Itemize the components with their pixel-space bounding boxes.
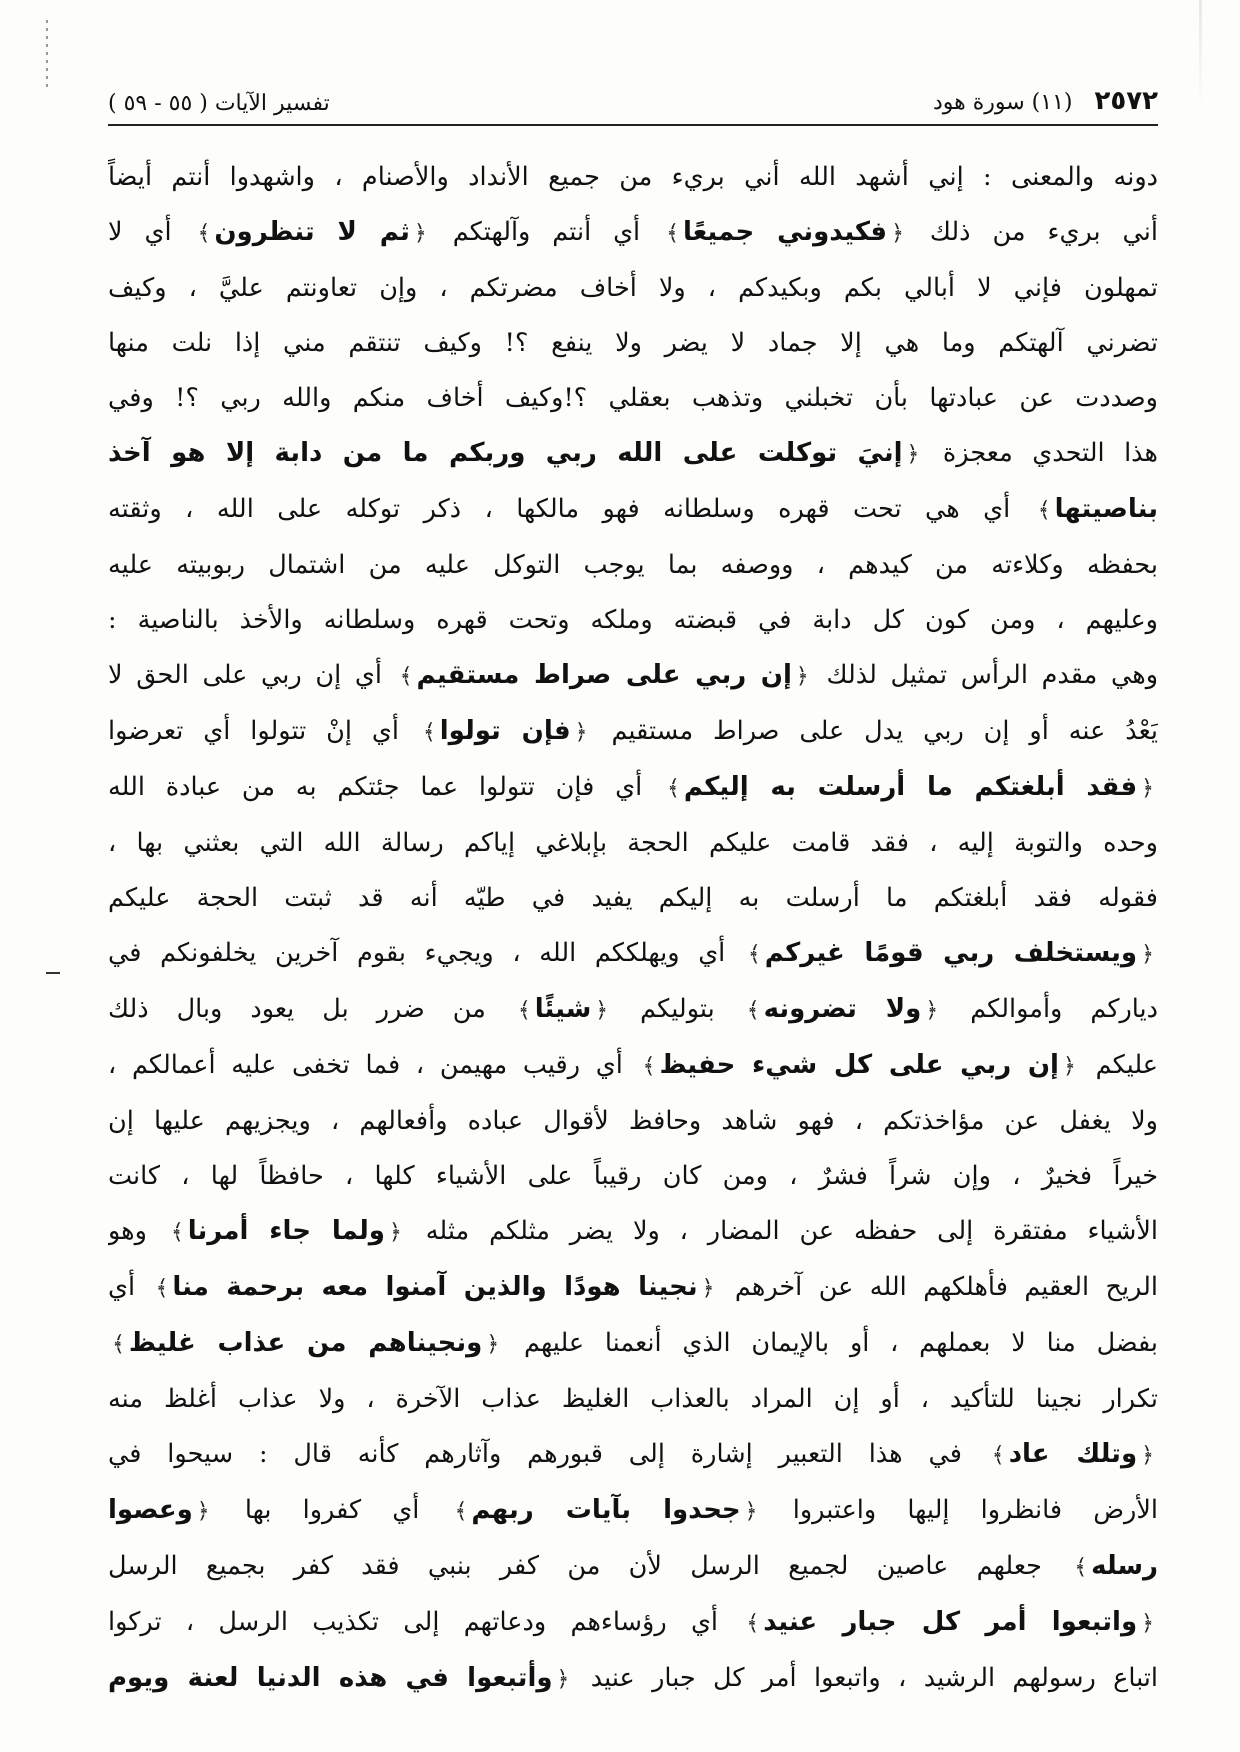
verse-open-bracket: ﴿ (388, 1220, 402, 1245)
text-line (108, 1316, 1158, 1372)
verse-open-bracket: ﴿ (574, 720, 588, 745)
text-line (108, 648, 1158, 704)
quran-verse-text: شيئًا (534, 994, 592, 1024)
commentary-text: أي رؤساءهم ودعاتهم إلى تكذيب الرسل ، تركوا (108, 1607, 743, 1637)
text-line (108, 1204, 1158, 1260)
verse-close-bracket: ﴾ (1074, 1555, 1088, 1580)
verse-close-bracket: ﴾ (454, 1499, 468, 1524)
text-line (108, 1372, 1158, 1427)
quran-verse-text: واتبعوا أمر كل جبار عنيد (763, 1607, 1138, 1637)
commentary-text: الأرض فانظروا إليها واعتبروا (761, 1495, 1158, 1525)
commentary-text: أي فإن تتولوا عما جئتكم به من عبادة الله (108, 772, 663, 802)
quran-verse-text: رسله (1091, 1551, 1158, 1581)
commentary-text: الأشياء مفتقرة إلى حفظه عن المضار ، ولا يضر مثلكم مثله (405, 1216, 1158, 1246)
text-line (108, 482, 1158, 538)
quran-verse-text: نجينا هودًا والذين آمنوا معه برحمة منا (172, 1272, 698, 1302)
quran-verse-text: وأتبعوا في هذه الدنيا لعنة ويوم (108, 1663, 553, 1693)
verse-open-bracket: ﴿ (1141, 776, 1154, 801)
text-line (108, 150, 1158, 205)
verse-close-bracket: ﴾ (399, 664, 413, 689)
commentary-text: يَعْدُ عنه أو إن ربي يدل على صراط مستقيم (591, 716, 1158, 746)
commentary-text: أني بريء من ذلك (907, 217, 1158, 247)
text-line (108, 871, 1158, 926)
commentary-text: أي لا (108, 217, 194, 247)
verse-close-bracket: ﴾ (197, 221, 211, 246)
verse-open-bracket: ﴿ (744, 1499, 758, 1524)
text-line (108, 1260, 1158, 1316)
text-line (108, 1595, 1158, 1651)
commentary-text: دياركم وأموالكم (942, 994, 1158, 1024)
scan-edge-artifact (46, 20, 48, 90)
verse-close-bracket: ﴾ (666, 221, 679, 246)
verse-open-bracket: ﴿ (925, 998, 939, 1023)
verse-open-bracket: ﴿ (1141, 1611, 1154, 1636)
text-line (108, 1483, 1158, 1539)
verse-open-bracket: ﴿ (556, 1667, 570, 1692)
text-line (108, 593, 1158, 648)
quran-verse-text: وعصوا (108, 1495, 193, 1525)
commentary-text: أي رقيب مهيمن ، فما تخفى عليه أعمالكم ، (108, 1050, 639, 1080)
commentary-text: في هذا التعبير إشارة إلى قبورهم وآثارهم كأنه قال : سيحوا في (108, 1439, 988, 1469)
commentary-text: أي ويهلككم الله ، ويجيء بقوم آخرين يخلفونكم في (108, 938, 744, 968)
commentary-text: تضرني آلهتكم وما هي إلا جماد لا يضر ولا ينفع ؟! وكيف تنتقم مني إذا نلت منها (108, 328, 1158, 358)
quran-verse-text: جحدوا بآيات ربهم (471, 1495, 741, 1525)
text-line (108, 1149, 1158, 1204)
section-label: تفسير الآيات ( ٥٥ - ٥٩ ) (108, 91, 330, 116)
verse-close-bracket: ﴾ (991, 1443, 1005, 1468)
commentary-text: من ضرر بل يعود وبال ذلك (108, 994, 514, 1024)
commentary-text: أي إنْ تتولوا أي تعرضوا (108, 716, 419, 746)
verse-close-bracket: ﴾ (422, 720, 436, 745)
text-line (108, 261, 1158, 316)
verse-open-bracket: ﴿ (486, 1332, 500, 1357)
text-line (108, 1038, 1158, 1094)
verse-open-bracket: ﴿ (701, 1276, 715, 1301)
text-line (108, 1539, 1158, 1595)
quran-verse-text: بناصيتها (1054, 494, 1158, 524)
verse-close-bracket: ﴾ (666, 776, 680, 801)
verse-open-bracket: ﴿ (1141, 1443, 1154, 1468)
text-line (108, 1427, 1158, 1483)
verse-open-bracket: ﴿ (906, 442, 920, 467)
verse-open-bracket: ﴿ (196, 1499, 210, 1524)
quran-verse-text: إن ربي على كل شيء حفيظ (659, 1050, 1059, 1080)
verse-close-bracket: ﴾ (747, 942, 761, 967)
quran-verse-text: فقد أبلغتكم ما أرسلت به إليكم (683, 772, 1138, 802)
verse-open-bracket: ﴿ (1062, 1054, 1076, 1079)
verse-open-bracket: ﴿ (595, 998, 609, 1023)
commentary-text: وصددت عن عبادتها بأن تخبلني وتذهب بعقلي ؟!وكيف أخاف منكم والله ربي ؟! وفي (108, 383, 1158, 413)
text-line (108, 538, 1158, 593)
text-line (108, 704, 1158, 760)
commentary-text: وحده والتوبة إليه ، فقد قامت عليكم الحجة بإبلاغي إياكم رسالة الله التي بعثني بها ، (108, 828, 1158, 858)
verse-close-bracket: ﴾ (112, 1332, 125, 1357)
commentary-text: أي كفروا بها (213, 1495, 451, 1525)
quran-verse-text: إن ربي على صراط مستقيم (416, 660, 792, 690)
text-line (108, 816, 1158, 871)
commentary-text: عليكم (1079, 1050, 1158, 1080)
verse-close-bracket: ﴾ (746, 1611, 760, 1636)
tafsir-body-text (108, 150, 1158, 1707)
text-line (108, 926, 1158, 982)
text-line (108, 371, 1158, 426)
verse-close-bracket: ﴾ (1037, 498, 1051, 523)
verse-open-bracket: ﴿ (413, 221, 427, 246)
text-line (108, 760, 1158, 816)
verse-close-bracket: ﴾ (170, 1220, 184, 1245)
verse-close-bracket: ﴾ (642, 1054, 656, 1079)
quran-verse-text: فكيدوني جميعًا (682, 217, 888, 247)
quran-verse-text: فإن تولوا (439, 716, 571, 746)
quran-verse-text: ويستخلف ربي قومًا غيركم (764, 938, 1138, 968)
commentary-text: بحفظه وكلاءته من كيدهم ، ووصفه بما يوجب التوكل عليه من اشتمال ربوبيته عليه (108, 550, 1158, 580)
running-header (108, 72, 1158, 126)
commentary-text: بتوليكم (612, 994, 743, 1024)
surah-label: (١١) سورة هود (932, 90, 1073, 115)
text-line (108, 1094, 1158, 1149)
commentary-text: وهي مقدم الرأس تمثيل لذلك (812, 660, 1158, 690)
verse-open-bracket: ﴿ (891, 221, 904, 246)
commentary-text: تمهلون فإني لا أبالي بكم وبكيدكم ، ولا أخاف مضرتكم ، وإن تعاونتم عليَّ ، وكيف (108, 273, 1158, 303)
quran-verse-text: ولا تضرونه (763, 994, 922, 1024)
scan-edge-artifact (1199, 0, 1202, 120)
verse-close-bracket: ﴾ (517, 998, 531, 1023)
commentary-text: بفضل منا لا بعملهم ، أو بالإيمان الذي أنعمنا عليهم (503, 1328, 1158, 1358)
commentary-text: أي هي تحت قهره وسلطانه فهو مالكها ، ذكر توكله على الله ، وثقته (108, 494, 1034, 524)
verse-open-bracket: ﴿ (1141, 942, 1154, 967)
text-line (108, 426, 1158, 482)
margin-mark (46, 972, 60, 974)
text-line (108, 205, 1158, 261)
commentary-text: تكرار نجينا للتأكيد ، أو إن المراد بالعذاب الغليظ عذاب الآخرة ، ولا عذاب أغلظ منه (108, 1384, 1158, 1414)
commentary-text: ولا يغفل عن مؤاخذتكم ، فهو شاهد وحافظ لأقوال عباده وأفعالهم ، ويجزيهم عليها إن (108, 1106, 1158, 1136)
commentary-text: اتباع رسولهم الرشيد ، واتبعوا أمر كل جبار عنيد (573, 1663, 1158, 1693)
quran-verse-text: وتلك عاد (1008, 1439, 1138, 1469)
commentary-text: هذا التحدي معجزة (923, 438, 1158, 468)
commentary-text: جعلهم عاصين لجميع الرسل لأن من كفر بنبي فقد كفر بجميع الرسل (108, 1551, 1071, 1581)
verse-close-bracket: ﴾ (746, 998, 760, 1023)
commentary-text: فقوله فقد أبلغتكم ما أرسلت به إليكم يفيد في طيّه أنه قد ثبتت الحجة عليكم (108, 883, 1158, 913)
commentary-text: أي أنتم وآلهتكم (430, 217, 663, 247)
quran-verse-text: ولما جاء أمرنا (187, 1216, 385, 1246)
quran-verse-text: ونجيناهم من عذاب غليظ (128, 1328, 483, 1358)
commentary-text: وعليهم ، ومن كون كل دابة في قبضته وملكه وتحت قهره وسلطانه والأخذ بالناصية : (108, 605, 1158, 635)
commentary-text: الريح العقيم فأهلكهم الله عن آخرهم (718, 1272, 1158, 1302)
commentary-text: دونه والمعنى : إني أشهد الله أني بريء من جميع الأنداد والأصنام ، واشهدوا أنتم أيضاً (108, 162, 1158, 192)
quran-verse-text: ثم لا تنظرون (214, 217, 410, 247)
text-line (108, 1651, 1158, 1707)
header-right (933, 86, 1158, 116)
commentary-text: وهو (108, 1216, 167, 1246)
quran-verse-text: إنيَ توكلت على الله ربي وربكم ما من دابة إلا هو آخذ (108, 438, 903, 468)
verse-open-bracket: ﴿ (795, 664, 809, 689)
commentary-text: أي إن ربي على الحق لا (108, 660, 396, 690)
page-number: ٢٥٧٢ (1094, 86, 1158, 116)
text-line (108, 316, 1158, 371)
commentary-text: أي (108, 1272, 152, 1302)
commentary-text: خيراً فخيرٌ ، وإن شراً فشرٌ ، ومن كان رقيباً على الأشياء كلها ، حافظاً لها ، كانت (108, 1161, 1158, 1191)
verse-close-bracket: ﴾ (155, 1276, 169, 1301)
text-line (108, 982, 1158, 1038)
